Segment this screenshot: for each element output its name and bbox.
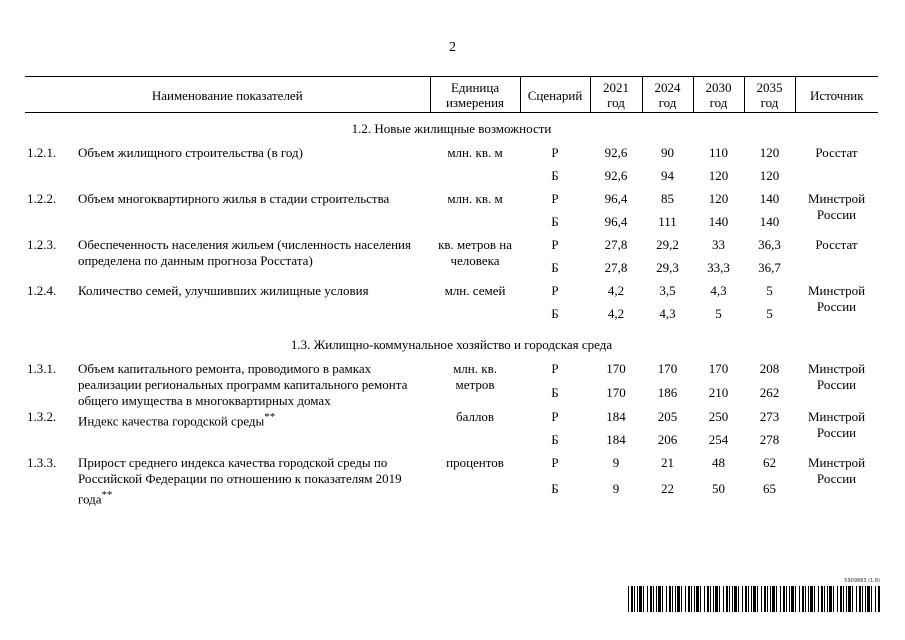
value-2030: 210 — [708, 385, 729, 400]
indicator-name-text: Количество семей, улучшивших жилищные условия — [78, 283, 369, 298]
section-row — [25, 329, 878, 361]
scenario-cell: Б — [551, 385, 559, 400]
table-row — [25, 409, 878, 432]
value-2035: 36,7 — [758, 260, 781, 275]
value-2030: 4,3 — [710, 283, 727, 298]
value-2030: 5 — [715, 306, 722, 321]
scenario-cell: Р — [551, 283, 559, 298]
value-2024: 85 — [661, 191, 675, 206]
indicator-code: 1.3.3. — [27, 455, 57, 470]
indicator-name — [76, 191, 430, 237]
indicators-table — [25, 76, 878, 507]
value-2024: 170 — [657, 361, 678, 376]
value-2024: 90 — [661, 145, 675, 160]
indicator-code: 1.2.1. — [27, 145, 57, 160]
header-2021-line1: 2021 — [603, 80, 630, 95]
indicator-unit: млн. кв. м — [447, 145, 503, 160]
indicator-unit: баллов — [455, 409, 495, 424]
section-title: 1.2. Новые жилищные возможности — [351, 121, 552, 136]
value-2035: 5 — [766, 306, 773, 321]
header-unit-line2: измерения — [445, 95, 505, 110]
value-2035: 65 — [763, 481, 777, 497]
value-2021: 92,6 — [604, 168, 628, 183]
value-2024: 4,3 — [659, 306, 676, 321]
value-2035: 273 — [759, 409, 780, 424]
indicator-name — [76, 361, 430, 409]
header-2030-line1: 2030 — [705, 80, 732, 95]
value-2030: 120 — [708, 191, 729, 206]
value-2035: 262 — [759, 385, 780, 400]
value-2030: 33 — [712, 237, 726, 252]
scenario-cell: Б — [551, 432, 559, 447]
value-2024: 22 — [661, 481, 675, 497]
value-2035: 120 — [759, 145, 780, 160]
indicator-code: 1.3.2. — [27, 409, 57, 424]
table-row — [25, 283, 878, 306]
value-2021: 92,6 — [604, 145, 628, 160]
header-year-2030 — [693, 77, 744, 113]
header-2021-line2: год — [607, 95, 625, 110]
value-2021: 96,4 — [604, 214, 628, 229]
header-unit — [430, 77, 520, 113]
header-scenario: Сценарий — [520, 77, 590, 113]
value-2021: 96,4 — [604, 191, 628, 206]
value-2030: 170 — [708, 361, 729, 376]
indicator-name — [76, 409, 430, 455]
value-2035: 208 — [759, 361, 780, 376]
indicator-source: Росстат — [815, 237, 858, 252]
indicator-source: Минстрой России — [807, 283, 866, 314]
value-2035: 140 — [759, 214, 780, 229]
scenario-cell: Р — [551, 409, 559, 424]
value-2030: 48 — [712, 455, 726, 470]
table-header-row — [25, 77, 878, 113]
indicator-unit: кв. метров на человека — [438, 237, 512, 268]
header-unit-line1: Единица — [450, 80, 500, 95]
value-2035: 278 — [759, 432, 780, 447]
value-2024: 3,5 — [659, 283, 676, 298]
header-2024-line2: год — [658, 95, 677, 110]
value-2024: 111 — [658, 214, 677, 229]
value-2024: 21 — [661, 455, 675, 470]
header-2024-line1: 2024 — [654, 80, 681, 95]
value-2030: 33,3 — [707, 260, 730, 275]
value-2035: 36,3 — [758, 237, 781, 252]
value-2021: 184 — [606, 409, 626, 424]
indicator-name — [76, 455, 430, 507]
indicator-code: 1.2.4. — [27, 283, 57, 298]
indicator-unit: млн. семей — [444, 283, 506, 298]
indicator-code: 1.3.1. — [27, 361, 57, 376]
barcode-bars — [628, 586, 880, 612]
section-row — [25, 113, 878, 146]
table-row — [25, 145, 878, 168]
indicator-code: 1.2.2. — [27, 191, 57, 206]
table-body — [25, 113, 878, 508]
indicator-code: 1.2.3. — [27, 237, 57, 252]
value-2021: 27,8 — [604, 237, 628, 252]
value-2024: 29,2 — [656, 237, 679, 252]
value-2021: 4,2 — [607, 283, 625, 298]
indicator-name-text: Обеспеченность населения жильем (численность населения определена по данным прогноза Росстата) — [78, 237, 411, 268]
value-2035: 120 — [759, 168, 780, 183]
header-2030-line2: год — [709, 95, 728, 110]
value-2030: 140 — [708, 214, 729, 229]
value-2035: 62 — [763, 455, 777, 470]
scenario-cell: Р — [551, 361, 559, 376]
indicator-source: Минстрой России — [807, 409, 866, 440]
scenario-cell: Р — [551, 145, 559, 160]
value-2035: 5 — [766, 283, 773, 298]
value-2024: 94 — [661, 168, 675, 183]
table-row — [25, 361, 878, 385]
indicator-name-text: Прирост среднего индекса качества городской среды по Российской Федерации по отношению к показателям 2019 года — [78, 455, 402, 507]
value-2021: 170 — [606, 361, 626, 376]
value-2030: 250 — [708, 409, 729, 424]
indicator-name — [76, 237, 430, 283]
scenario-cell: Б — [551, 260, 559, 275]
page-number: 2 — [449, 40, 456, 55]
header-source: Источник — [795, 77, 878, 113]
footnote-mark: ** — [101, 489, 113, 501]
value-2024: 29,3 — [656, 260, 679, 275]
value-2030: 50 — [712, 481, 726, 497]
header-year-2035 — [744, 77, 795, 113]
value-2024: 186 — [657, 385, 678, 400]
header-2035-line2: год — [760, 95, 779, 110]
scenario-cell: Б — [551, 481, 559, 497]
barcode — [628, 578, 880, 612]
value-2021: 9 — [612, 455, 620, 470]
indicator-source: Минстрой России — [807, 361, 866, 392]
header-name: Наименование показателей — [25, 77, 430, 113]
indicator-source: Минстрой России — [807, 191, 866, 222]
table-row — [25, 455, 878, 481]
indicator-name — [76, 145, 430, 191]
scenario-cell: Б — [551, 214, 559, 229]
header-year-2024 — [642, 77, 693, 113]
indicator-unit: млн. кв. метров — [453, 361, 497, 392]
scenario-cell: Р — [551, 191, 559, 206]
section-title: 1.3. Жилищно-коммунальное хозяйство и городская среда — [290, 337, 613, 352]
value-2030: 110 — [709, 145, 729, 160]
scenario-cell: Б — [551, 306, 559, 321]
value-2030: 254 — [708, 432, 729, 447]
value-2024: 205 — [657, 409, 678, 424]
table-row — [25, 237, 878, 260]
header-year-2021 — [590, 77, 642, 113]
header-2035-line1: 2035 — [756, 80, 783, 95]
value-2021: 184 — [606, 432, 626, 447]
value-2021: 170 — [606, 385, 626, 400]
indicator-name — [76, 283, 430, 329]
scenario-cell: Р — [551, 237, 559, 252]
barcode-caption: 5909883 (1.8) — [844, 578, 880, 584]
indicator-name-text: Объем капитального ремонта, проводимого в рамках реализации региональных программ капитального ремонта общего имущества в многоквартирных домах — [78, 361, 408, 408]
value-2021: 27,8 — [604, 260, 628, 275]
scenario-cell: Б — [551, 168, 559, 183]
indicator-name-text: Объем жилищного строительства (в год) — [78, 145, 303, 160]
scenario-cell: Р — [551, 455, 559, 470]
indicator-name-text: Объем многоквартирного жилья в стадии строительства — [78, 191, 390, 206]
value-2021: 9 — [612, 481, 620, 497]
table-row — [25, 191, 878, 214]
value-2030: 120 — [708, 168, 729, 183]
value-2035: 140 — [759, 191, 780, 206]
footnote-mark: ** — [264, 411, 276, 423]
indicator-unit: процентов — [446, 455, 504, 470]
indicator-unit: млн. кв. м — [447, 191, 503, 206]
indicator-source: Росстат — [815, 145, 858, 160]
indicator-name-text: Индекс качества городской среды — [78, 413, 265, 429]
value-2021: 4,2 — [607, 306, 625, 321]
value-2024: 206 — [657, 432, 678, 447]
indicator-source: Минстрой России — [807, 455, 866, 486]
